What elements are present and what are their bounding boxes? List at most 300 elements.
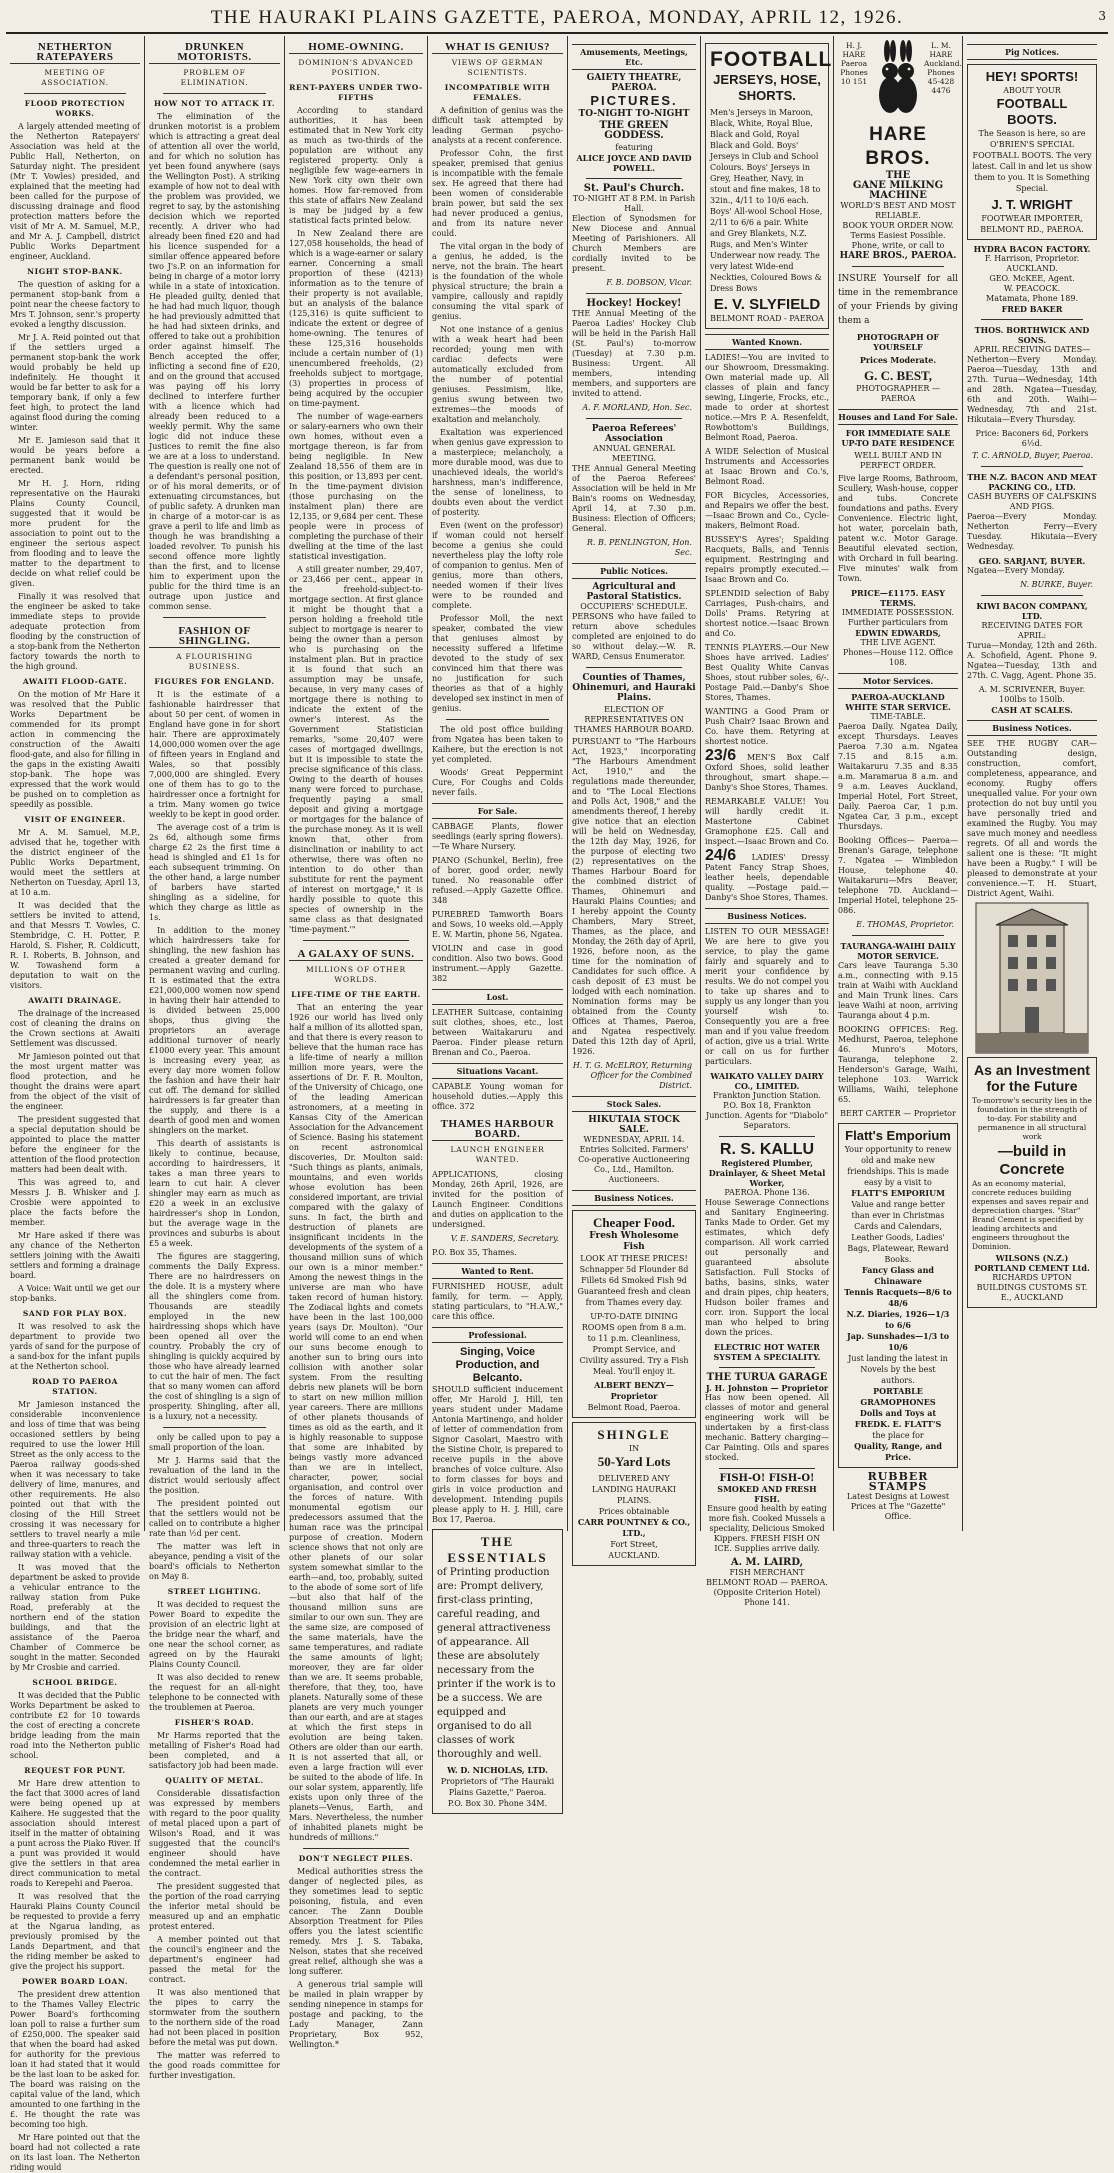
divider bbox=[719, 1367, 815, 1368]
hey-sports: HEY! SPORTS! bbox=[985, 69, 1079, 84]
paragraph: A still greater number, 29,407, or 23,466 per cent., appear in the freehold-subject-to-mortgage section. At first glance it might be thought that a person holding a freehold title subject to mortgage is nearer to being the owner than a person who is purchasing on the instalment plan. But in practice it is found that such an assumption may be unsafe, because, in very many cases of mortgage there is nothing to indicate the extent of the owner's interest. As the Government Statistician remarks, "some 20,407 were cases of mortgaged dwellings, but it is impossible to state the precise significance of this class. Owing to the dearth of houses many were forced to purchase, frequently paying a small deposit and giving a mortgage or mortgages for the balance of the purchase money. As it is well known that, other from disinclination or inability to act otherwise, there was often no intention to do other than substitute for rent the payment of interest on mortgage," it is hardly possible to quote this species of ownership in the same class as that designated 'time-payment.'" bbox=[289, 565, 423, 934]
statistics-subtitle: OCCUPIERS' SCHEDULE. bbox=[580, 602, 688, 611]
carr-name: CARR POUNTNEY & CO., LTD., bbox=[577, 1517, 691, 1538]
paragraph: It was decided that the settlers be invited to attend, and that Messrs T. Vowles, C. Stembridge, C. H. Potter, P. Harold, S. Fisher, R. Coldicutt, R. I. Roberts, B. Johnson, and W. Towashend form a deputation to wait on the visitors. bbox=[10, 901, 140, 990]
shingle-in: IN bbox=[628, 1444, 640, 1453]
classified-ad: FURNISHED HOUSE, adult family, for term. — Apply, stating particulars, to "H.A.W.," care this office. bbox=[432, 1282, 563, 1321]
divider bbox=[163, 93, 266, 94]
paragraph: Mr Jamieson instanced the considerable inconvenience and loss of time that was being occasioned settlers by being required to use the lower Hill Street as the only access to the Paeroa railway goods-shed when it was necessary to take delivery of lime, manures, and other requirements. He also pointed out that with the closing of the Hill Street crossing it was necessary for settlers to travel nearly a mile and three-quarters to reach the railway station with a vehicle. bbox=[10, 1400, 140, 1559]
fisho-text: Ensure good health by eating more fish. Cooked Mussels a speciality, Delicious Smoked Kippers. FRESH FISH ON ICE. Supplies arrive daily. bbox=[707, 1504, 827, 1553]
receiving-title: RECEIVING DATES FOR APRIL: bbox=[981, 621, 1083, 640]
column-pig-notices bbox=[963, 36, 1101, 1531]
flatt-emporium: FLATT'S EMPORIUM bbox=[851, 1188, 945, 1198]
carr-address-2: AUCKLAND. bbox=[608, 1551, 660, 1560]
paragraph: The matter was left in abeyance, pending a visit of the board's officials to Netherton on May 8. bbox=[149, 1542, 280, 1581]
column-hare-bros bbox=[834, 36, 963, 1531]
residence-text: Five large Rooms, Bathroom, Scullery, Wash-house, copper and tubs. Concrete foundations and paths. Every Convenience. Electric light, hot water, porcelain bath, patent w.c. Motor Garage. Beautiful elevated section, with Orchard in full bearing. Five minutes' walk from Town. bbox=[838, 474, 958, 583]
paragraph: Even (went on the professor) if woman could not herself become a genius she could nevertheless play the lofty role of companion to genius. Men of genius, more than others, needed women if their lives were to be rounded and complete. bbox=[432, 521, 563, 610]
football-title: FOOTBALL bbox=[710, 48, 833, 71]
article-headline: NETHERTON RATEPAYERS bbox=[10, 39, 140, 64]
hare-left-contact: H. J. HARE Paeroa Phones 10 151 bbox=[840, 41, 868, 86]
nz-bacon-title: THE N.Z. BACON AND MEAT PACKING CO., LTD. bbox=[967, 472, 1097, 492]
church-signature: F. B. DOBSON, Vicar. bbox=[606, 278, 692, 287]
build-in-concrete: —build in Concrete bbox=[997, 1143, 1067, 1178]
professional-text: SHOULD sufficient inducement offer, Mr Harold J. Hill, ten years student under Madame Antonia Martinengo, and holder of letter of commendation from Signor Casolari, Maestro with the Sistine Choir, is prepared to receive pupils in the above branches of voice culture. Also to form classes for boys and girls in voice production and development. Intending pupils please apply to H. J. Hill, care Box 17, Paeroa. bbox=[432, 1385, 563, 1524]
kallu-name: R. S. KALLU bbox=[719, 1141, 815, 1158]
classified-ad: REMARKABLE VALUE! You will hardly credit it. Mastertone Cabinet Gramophone £25. Call and inspect.—Isaac Brown and Co. bbox=[705, 797, 829, 846]
turua-proprietor: J. H. Johnston — Proprietor bbox=[705, 1383, 829, 1393]
football-boots: FOOTBALL BOOTS. bbox=[996, 96, 1068, 127]
paragraph: Mr Hare pointed out that the board had not collected a rate on its last loan. The Netherton riding would bbox=[10, 2133, 140, 2172]
laird-name: A. M. LAIRD, bbox=[730, 1557, 804, 1568]
hot-water: ELECTRIC HOT WATER SYSTEM A SPECIALITY. bbox=[713, 1342, 821, 1362]
fancy-glass: Fancy Glass and Chinaware bbox=[862, 1265, 934, 1286]
laird-address: BELMONT ROAD — PAEROA. (Opposite Criterion Hotel) Phone 141. bbox=[706, 1578, 828, 1607]
burke-buyer: N. BURKE, Buyer. bbox=[1020, 580, 1093, 589]
paragraph: The old post office building from Ngatea has been taken to Kaihere, but the erection is not yet completed. bbox=[432, 725, 563, 764]
tauranga-text: Cars leave Tauranga 5.30 a.m., connecting with 9.15 train at Waihi with Auckland and Main Trunk lines. Cars leave Waihi at noon, arriving Tauranga about 4 p.m. bbox=[838, 961, 958, 1020]
hockey-title: Hockey! Hockey! bbox=[586, 298, 682, 309]
divider bbox=[446, 719, 549, 720]
slyfield-address: BELMONT ROAD - PAEROA bbox=[710, 314, 824, 323]
ngatea-day: Ngatea—Every Monday. bbox=[967, 566, 1065, 575]
columns bbox=[6, 36, 1108, 2172]
best-subtitle: PHOTOGRAPHER — PAEROA bbox=[856, 384, 940, 403]
paragraph: Professor Cohn, the first speaker, premised that genius is incompatible with the female sex. He agreed that there had been women of considerable brain power, but said the sex had never produced a genius, and from its nature never could. bbox=[432, 149, 563, 238]
essentials-box: P.O. Box 30. Phone 34M. bbox=[447, 1799, 548, 1808]
classified-heading: Lost. bbox=[432, 989, 563, 1005]
flatt-name: FREDK. E. FLATT'S bbox=[854, 1419, 942, 1429]
flatt-ad bbox=[838, 1123, 958, 1468]
classified-ad: WANTING a Good Pram or Push Chair? Isaac Brown and Co. have them. Retyring at shortest notice. bbox=[705, 707, 829, 746]
prices-moderate: Prices Moderate. bbox=[859, 355, 937, 365]
jerseys-text: Men's Jerseys in Maroon, Black, White, Royal Blue, Black and Gold, Royal Black and Gold. Boys' Jerseys in Club and School Colours. Boys' Jerseys in Grey, Heather, Navy, in stout and fine makes, 18 to 32in., 4/11 to 10/6 each. Boys' All-wool School Hose, 2/11 to 6/6 a pair. White and Grey Blankets, N.Z. Rugs, and Men's Winter Underwear now ready. The very latest Wide-end Neckties, Coloured Bows & Dress Bows bbox=[710, 108, 823, 293]
election-text: PURSUANT to "The Harbours Act, 1923," incorporating "The Harbours Amendment Act, 1910," and the regulations made thereunder, and to "The Local Elections and Polls Act, 1908," and the amendments thereof, I hereby give notice that an election will be held on Wednesday, the 12th day May, 1926, for the purpose of electing two (2) representatives on the Thames Harbour Board for the combined district of Thames, Ohinemuri and Hauraki Plains Counties; and I hereby appoint the County Chambers, Mary Street, Thames, as the place, and Monday, the 26th day of April, 1926, before noon, as the time for the nomination of Candidates for such office. A cash deposit of £3 must be lodged with each nomination. Nomination forms may be obtained from the County Offices at Thames, Paeroa, and Ngatea respectively. Dated this 12th day of April, 1926. bbox=[572, 737, 696, 1056]
divider bbox=[981, 319, 1083, 320]
divider bbox=[586, 418, 682, 419]
possession: IMMEDIATE POSSESSION. bbox=[841, 608, 955, 617]
statistics-title: Agricultural and Pastoral Statistics. bbox=[586, 582, 682, 602]
edwards-name: EDWIN EDWARDS, bbox=[855, 628, 941, 638]
divider bbox=[981, 595, 1083, 596]
stock-date: WEDNESDAY, APRIL 14. bbox=[583, 1135, 685, 1144]
paragraph: The question of asking for a permanent stop-bank from a point near the cheese factory to Mrs T. Johnson, senr.'s property evoked a lengthy discussion. bbox=[10, 280, 140, 329]
divider bbox=[303, 1848, 409, 1849]
wright-name: J. T. WRIGHT bbox=[991, 197, 1073, 212]
booking-text: Booking Offices— Paeroa—Brenan's Garage, telephone 7. Ngatea — Wimbledon House, telephone 40. Waitakaruru—Mrs Beaver, telephone 7D. Auckland—Imperial Hotel, telephone 25-086. bbox=[838, 836, 958, 915]
article-headline: HOME-OWNING. bbox=[289, 39, 423, 54]
section-heading: POWER BOARD LOAN. bbox=[21, 1977, 129, 1986]
richards-address: RICHARDS UPTON BUILDINGS CUSTOMS ST. E., AUCKLAND bbox=[976, 1273, 1088, 1302]
article-subhead: A FLOURISHING BUSINESS. bbox=[176, 652, 253, 671]
rubber-text: Latest Designs at Lowest Prices at The "Gazette" Office. bbox=[846, 1492, 950, 1521]
timetable-text: Paeroa Daily. Ngatea Daily, except Thursdays. Leaves Paeroa 7.30 a.m. Ngatea 7.15 and 8.15 a.m. Waitakaruru 7.35 and 8.35 a.m. Maramarua 8 a.m. and 9 a.m. Leaves Auckland, Imperial Hotel, Fort Street, Daily. Paeroa Car, 1 p.m. Ngatea Car, 3 p.m., except Thursdays. bbox=[838, 722, 958, 831]
stock-title: HIKUTAIA STOCK SALE. bbox=[588, 1115, 680, 1135]
section-heading: LIFE-TIME OF THE EARTH. bbox=[291, 990, 421, 999]
fish-text: Guaranteed fresh and clean from Thames every day. bbox=[577, 1287, 691, 1307]
shingle-ad bbox=[572, 1422, 696, 1566]
paragraph: Professor Moll, the next speaker, combated the view that geniuses almost by necessity suffered a lifetime devoted to the study of sex convinced him that there was no justification for such theories as that of a highly developed sex instinct in men of genius. bbox=[432, 614, 563, 713]
hare-header bbox=[838, 41, 962, 119]
classified-heading: Public Notices. bbox=[572, 563, 696, 579]
classified-heading: Pig Notices. bbox=[967, 44, 1097, 60]
tauranga-title: TAURANGA-WAIHI DAILY MOTOR SERVICE. bbox=[840, 941, 956, 961]
article-headline: A GALAXY OF SUNS. bbox=[289, 946, 423, 961]
paragraph: Mr J. A. Reid pointed out that if the settlers urged a permanent stop-bank the work would probably be held up indefinitely. He thought it would be far better to ask for a temporary bank, if only a few feet high, to protect the land against flood during the coming winter. bbox=[10, 333, 140, 432]
paragraph: A Voice: Wait until we get our stop-banks. bbox=[10, 1284, 140, 1303]
booking-2-text: BOOKING OFFICES: Reg. Medhurst, Paeroa, telephone 46. Munro's Motors, Tauranga, telephone 2. Henderson's Garage, Waihi, telephone 103. Warrick Williams, Waihi, telephone 65. bbox=[838, 1025, 958, 1104]
gane-text: BOOK YOUR ORDER NOW. Terms Easiest Possible. Phone, write, or call to bbox=[842, 221, 954, 250]
section-heading: FIGURES FOR ENGLAND. bbox=[154, 677, 275, 686]
referees-text: THE Annual General Meeting of the Paeroa Referees' Association will be held in Mr Bain's rooms on Wednesday, April 14, at 7.30 p.m. Business: Election of Officers; General. bbox=[572, 464, 696, 533]
classified-ad: TENNIS PLAYERS.—Our New Shoes have arrived. Ladies' Best Quality White Canvas Shoes, stout rubber soles, 6/-. Postage Paid.—Danby's Shoe Stores, Thames. bbox=[705, 643, 829, 702]
pig-weights: 100lbs to 150lb. bbox=[999, 695, 1065, 704]
church-title: St. Paul's Church. bbox=[583, 183, 685, 194]
laird-subtitle: FISH MERCHANT bbox=[729, 1568, 805, 1577]
april-dates-title: APRIL RECEIVING DATES— bbox=[973, 345, 1091, 354]
paragraph: The president pointed out that the settlers would not be called on to contribute a higher rate than ½d per cent. bbox=[149, 1499, 280, 1538]
portable-gramophones: PORTABLE GRAMOPHONES bbox=[860, 1386, 936, 1407]
slyfield-name: E. V. SLYFIELD bbox=[713, 296, 821, 313]
classified-ad: LEATHER Suitcase, containing suit clothes, shoes, etc., lost between Waitakaruru and Paeroa. Finder please return Brenan and Co., Paeroa. bbox=[432, 1008, 563, 1057]
referees-signature: R. B. PENLINGTON, Hon. Sec. bbox=[586, 538, 692, 557]
pig-price: Price: Baconers 6d, Porkers 6½d. bbox=[975, 429, 1089, 448]
hydra-title: HYDRA BACON FACTORY. bbox=[973, 244, 1091, 254]
gaiety-title: GAIETY THEATRE, PAEROA. bbox=[586, 73, 682, 93]
notice-signature: V. E. SANDERS, Secretary. bbox=[450, 1234, 559, 1243]
classified-heading: Wanted Known. bbox=[705, 334, 829, 350]
section-heading: NIGHT STOP-BANK. bbox=[27, 267, 123, 276]
paragraph: According to standard authorities, it has been estimated that in New York city as much as two-thirds of the population are without any registered property. Only a negligible few wage-earners in New York city own their own homes. How far-removed from this state of affairs New Zealand is may be judged by a few statistical facts printed below. bbox=[289, 106, 423, 225]
rugby-car-text: SEE THE RUGBY CAR—Outstanding design, construction, comfort, completeness, appearance, and economy. Rugby offers unequalled value. For your own protection do not buy until you have personally tried and examined the Rugby. You may save much money and needless regrets. Of all and words the salient one is these: "It might have been a Rugby." I will be pleased to demonstrate at your convenience.—T. H. Stuart, District Agent, Waihi. bbox=[967, 739, 1097, 898]
shingle-title: SHINGLE bbox=[597, 1427, 671, 1442]
slyfield-ad bbox=[705, 43, 833, 329]
waikato-name: WAIKATO VALLEY DAIRY CO., LIMITED. bbox=[710, 1071, 824, 1091]
classified-heading: Motor Services. bbox=[838, 673, 958, 689]
wright-subtitle: FOOTWEAR IMPORTER, BELMONT RD., PAEROA. bbox=[980, 214, 1084, 234]
fish-title: Fresh Wholesome Fish bbox=[589, 1231, 679, 1252]
section-heading: FISHER'S ROAD. bbox=[174, 1718, 255, 1727]
paragraph: The average cost of a trim is 2s 6d, although some firms charge £2 2s the first time a head is shingled and £1 1s for each subsequent trimming. On the other hand, a large number of barbers have started shingling as a sideline, for which they charge as little as 1s. bbox=[149, 823, 280, 922]
paragraph: The vital organ in the body of a genius, he added, is the nerve, not the brain. The heart is the foundation of the whole physical structure; the brain a vampire, callously and rapidly consuming the vital spark of genius. bbox=[432, 242, 563, 321]
paragraph: The president drew attention to the Thames Valley Electric Power Board's forthcoming loan poll to raise a further sum of £250,000. The speaker said that when the board had asked for authority for the previous loan it had stated that it would be the last loan to be asked for. The board was raising on the capital value of the land, which amounted to one farthing in the £. He thought the rate was becoming too high. bbox=[10, 1990, 140, 2129]
paragraph: Mr Jamieson pointed out that the most urgent matter was flood protection, and he thought the drains were apart from the object of the visit of the engineer. bbox=[10, 1052, 140, 1111]
divider bbox=[719, 1468, 815, 1469]
dolls-toys: Dolls and Toys at bbox=[859, 1408, 937, 1418]
jerseys-title: JERSEYS, HOSE, SHORTS. bbox=[713, 72, 821, 103]
kallu-address: PAEROA. Phone 136. bbox=[724, 1188, 810, 1197]
classified-heading: Professional. bbox=[432, 1327, 563, 1343]
benzy-address: Belmont Road, Paeroa. bbox=[587, 1403, 681, 1412]
column-genius bbox=[428, 36, 568, 1808]
shoe-ad bbox=[705, 847, 829, 903]
shingle-lots: 50-Yard Lots bbox=[597, 1454, 671, 1469]
turua-title: THE TURUA GARAGE bbox=[706, 1372, 828, 1383]
divider bbox=[303, 940, 409, 941]
church-text: Election of Synodsmen for New Diocese and Annual Meeting of Parishioners. All Church Members are cordially invited to be present. bbox=[572, 214, 696, 273]
counties-title: Counties of Thames, Ohinemuri, and Hauraki Plains. bbox=[572, 673, 696, 703]
best-name: G. C. BEST, bbox=[863, 368, 933, 383]
paragraph: A member pointed out that the council's engineer and the department's engineer had passed the metal for the contract. bbox=[149, 1935, 280, 1984]
paragraph: Mr J. Harms said that the revaluation of the land in the district would seriously affect the position. bbox=[149, 1456, 280, 1495]
paragraph: It was resolved to ask the department to provide two yards of sand for the purpose of a sand-box for the infant pupils at the Netherton school. bbox=[10, 1322, 140, 1371]
paragraph: Mr E. Jamieson said that it would be years before a permanent bank would be erected. bbox=[10, 436, 140, 475]
divider bbox=[586, 178, 682, 179]
paragraph: It was moved that the department be asked to provide a vehicular entrance to the railway station from Puke Road, preferably at the northern end of the station buildings, and that the assistance of the Paeroa Chamber of Commerce be sought in the matter. Seconded by Mr Crosbie and carried. bbox=[10, 1563, 140, 1672]
about-your: ABOUT YOUR bbox=[1003, 86, 1061, 95]
section-heading: INCOMPATIBLE WITH FEMALES. bbox=[444, 83, 551, 102]
wilsons-name: WILSONS (N.Z.) PORTLAND CEMENT Ltd. bbox=[974, 1253, 1090, 1273]
church-time: TO-NIGHT AT 8 P.M. in Parish Hall. bbox=[572, 194, 696, 213]
section-heading: SAND FOR PLAY BOX. bbox=[22, 1309, 128, 1318]
classified-ad: FOR Bicycles, Accessories, and Repairs we offer the best.—Isaac Brown and Co., Cycle-makers, Belmont Road. bbox=[705, 491, 829, 530]
election-signature: H. T. G. McELROY, Returning Officer for the Combined District. bbox=[572, 1061, 692, 1090]
shoe-ad bbox=[705, 747, 829, 793]
sarjant-buyer: GEO. SARJANT, BUYER. bbox=[978, 556, 1086, 566]
classified-heading: Amusements, Meetings, Etc. bbox=[572, 44, 696, 70]
frankton-text: Frankton Junction Station. P.O. Box 18, Frankton Junction. Agents for "Diabolo" Separators. bbox=[705, 1091, 829, 1130]
section-heading: DON'T NEGLECT PILES. bbox=[298, 1854, 414, 1863]
election-subtitle: ELECTION OF REPRESENTATIVES ON THAMES HARBOUR BOARD. bbox=[574, 705, 694, 734]
section-heading: STREET LIGHTING. bbox=[167, 1587, 262, 1596]
paragraph: The drainage of the increased cost of cleaning the drains on the Crown sections at Awaiti Settlement was discussed. bbox=[10, 1009, 140, 1048]
pictures-title: PICTURES. bbox=[590, 93, 678, 108]
paragraph: Considerable dissatisfaction was expressed by members with regard to the poor quality of metal placed upon a part of Wilson's Road, and it was suggested that the council's engineer should have condemned the metal earlier in the contract. bbox=[149, 1789, 280, 1878]
classified-ad: CABBAGE Plants, flower seedlings (early spring flowers).—Te Whare Nursery. bbox=[432, 822, 563, 851]
paragraph: only be called upon to pay a small proportion of the loan. bbox=[149, 1433, 280, 1452]
paragraph: Not one instance of a genius with a weak heart had been recorded; young men with cardiac defects were automatically excluded from the number of potential geniuses. Pessimism, like, genius swung between two extremes—the moods of exaltation and melancholy. bbox=[432, 325, 563, 424]
matamata-phone: Matamata, Phone 189. bbox=[986, 294, 1078, 303]
masthead-title: THE HAURAKI PLAINS GAZETTE, PAEROA, MONDAY, APRIL 12, 1926. bbox=[210, 7, 904, 28]
white-star-title: PAEROA-AUCKLAND WHITE STAR SERVICE. bbox=[845, 692, 951, 712]
timetable-label: TIME-TABLE. bbox=[870, 712, 926, 721]
investment-title: As an Investment for the Future bbox=[974, 1062, 1090, 1094]
referees-title: Paeroa Referees' Association bbox=[591, 424, 677, 444]
paragraph: Mr H. J. Horn, riding representative on the Hauraki Plains County Council, suggested that it would be more prudent for the association to point out to the engineer the serious aspect from flooding and to leave the matter to the department to decide on what relief could be given. bbox=[10, 479, 140, 588]
paragraph: The president suggested that the portion of the road carrying the inferior metal should be measured up and an emphatic protest entered. bbox=[149, 1882, 280, 1931]
kallu-text: House Sewerage Connections and Sanitary Engineering. Tanks Made to Order. Get my estimates, which defy comparison. All work carried out personally and guaranteed absolute Satisfaction. Full Stocks of baths, basins, sinks, water and drain pipes, chip heaters, Hudson boiler frames and corr. iron. Support the local man who helped to bring down the prices. bbox=[705, 1198, 829, 1337]
column-netherton bbox=[6, 36, 145, 2172]
hydra-city: AUCKLAND. bbox=[1006, 264, 1058, 273]
gane-subtitle: WORLD'S BEST AND MOST RELIABLE. bbox=[840, 201, 956, 220]
column-drunken-motorists bbox=[145, 36, 285, 2080]
classified-heading: Houses and Land For Sale. bbox=[838, 409, 958, 425]
shoe-text: MEN'S Box Calf Oxford Shoes, solid leather throughout, smart shape.—Danby's Shoe Stores, Thames. bbox=[705, 753, 829, 792]
paragraph: This was agreed to, and Messrs J. B. Whisker and J. Crosbie were appointed to place the facts before the member. bbox=[10, 1178, 140, 1227]
statistics-text: PERSONS who have failed to return above schedules completed are enjoined to do so without delay.—W. R. WARD, Census Enumerator. bbox=[572, 612, 696, 661]
essentials-proprietors: Proprietors of "The Hauraki Plains Gazette," Paeroa. bbox=[440, 1777, 555, 1797]
residence-title: UP-TO DATE RESIDENCE bbox=[841, 438, 955, 448]
tennis-racquets: Tennis Racquets—8/6 to 48/6 bbox=[844, 1287, 952, 1308]
essentials-ad bbox=[432, 1529, 563, 1814]
nz-diaries: N.Z. Diaries, 1926—1/3 to 6/6 bbox=[846, 1309, 950, 1330]
classified-heading: Situations Vacant. bbox=[432, 1063, 563, 1079]
paragraph: A generous trial sample will be mailed in plain wrapper by sending ninepence in stamps for postage and packing, to the Lady Manager, Zann Proprietary, Box 952, Wellington.* bbox=[289, 1980, 423, 2049]
paragraph: Woods' Great Peppermint Cure, For Coughs and Colds never fails. bbox=[432, 768, 563, 797]
article-subhead: DOMINION'S ADVANCED POSITION. bbox=[298, 58, 414, 77]
paragraph: That an entering the year 1926 our world has lived only half a million of its allotted span, and that there is every reason to believe that the human race has a life-time of nearly a million million more years, were the assertions of Dr. F. R. Moulton, of the University of Chicago, one of the leading American astronomers, at a meeting in Kansas City of the American Association for the Advancement of Science. Basing his statement on recent astronomical discoveries, Dr. Moulton said: "Such things as plants, animals, mountains, and even worlds whose evolution has been considered important, are trivial compared with the galaxy of suns. In fact, the birth and destruction of planets are insignificant incidents in the developments of the system of a thousand million suns of which our own is a minor member." Among the newest things in the universe are man who have taken record of human history. The Zodiacal lights and comets have been in the last 100,000 years (says Dr. Moulton). "Our world will come to an end when our suns become enough to another sun to bring ours into collision with another solar system. From the resulting debris new planets will be born to start on new million million year careers. There are millions of other planets thousands of times as old as the earth, and it is highly reasonable to suppose that some are inhabited by beings vastly more advanced than we are in intellect, character, power, social organisation, and control over the forces of nature. With monumental egotism our predecessors assumed that the human race was the principal purpose of creation. Modern science shows that not only are other planets of our solar system somewhat similar to the earth—and, too, probably, suited to the abode of some sort of life—but also that half of the thousand million suns are similar to our own sun. They are the same size, are composed of the same materials, have the same temperatures, and radiate the same amounts of light; moreover, they are far older than we are. It seems probable, therefore, that they, too, have planets. Naturally some of these planets are very much younger than our earth, and are at stages at which the first steps in evolution are being taken. Others are older than our earth. It is not asserted that all, or even a large fraction will ever be suited to the abode of life. In our solar system, apparently, life exists upon only three of the planets—Venus, Earth, and Mars. Nevertheless, the number of inhabited planets might be hundreds of millions." bbox=[289, 1003, 423, 1842]
paragraph: In addition to the money which hairdressers take for shingling, the new fashion has created a greater demand for permanent waving and curling. It is estimated that the extra £21,000,000 women now spend in having their hair attended to is divided between 25,000 shops, thus giving the proprietors an average additional turnover of nearly £1000 every year. This amount is increasing every year, as every day more women follow the fashion and have their hair cut off. The demand for skilled hairdressers is far greater than the supply, and there is a dearth of good men and women shinglers on the market. bbox=[149, 926, 280, 1135]
paragraph: Mr Hare drew attention to the fact that 3000 acres of land were being opened up at Kaihere. He suggested that the association should interest itself in the matter of obtaining a punt across the Piako River. If a punt was provided it would give the settlers in that area direct communication to metal roads to Kerepehi and Paeroa. bbox=[10, 1779, 140, 1888]
classified-heading: Business Notices. bbox=[705, 908, 829, 924]
notice-subhead: LAUNCH ENGINEER WANTED. bbox=[450, 1145, 545, 1164]
paragraph: In New Zealand there are 127,058 households, the head of which is a wage-earner or salary earner. Concerning a small proportion of these (4213) information as to the tenure of their property is not available, but an analysis of the balance (125,316) is quite sufficient to indicate the extent or degree of home-owning. The tenures of these 125,316 households include a certain number of (1) unencumbered freeholds, (2) freeholds subject to mortgage, (3) properties in process of being acquired by the occupier on time-payment. bbox=[289, 229, 423, 408]
edwards-phones: Phones—House 112. Office 108. bbox=[842, 648, 954, 667]
article-headline: FASHION OF SHINGLING. bbox=[149, 623, 280, 648]
smoked-title: SMOKED AND FRESH FISH. bbox=[717, 1484, 817, 1504]
rabbits-icon bbox=[870, 41, 924, 119]
carter-proprietor: BERT CARTER — Proprietor bbox=[840, 1109, 956, 1118]
paragraph: Medical authorities stress the danger of neglected piles, as they sometimes lead to septic poisoning, fistula, and even cancer. The Zann Double Absorption Treatment for Piles offers you the latest scientific remedy. Mrs J. S. Tabaka, Nelson, states that she received great relief, although she was a long sufferer. bbox=[289, 1867, 423, 1976]
flatt-text-2: Value and range better than ever in Christmas Cards and Calendars, Leather Goods, Ladies' Bags, Platewear, Reward Books. bbox=[847, 1200, 949, 1264]
flatt-place: the place for bbox=[872, 1431, 924, 1440]
classified-ad: CAPABLE Young woman for household duties.—Apply this office. 372 bbox=[432, 1082, 563, 1111]
paragraph: Finally it was resolved that the engineer be asked to take immediate steps to provide adequate protection from flooding by the construction of a stop-bank from the Netherton factory towards the north to the high ground. bbox=[10, 592, 140, 671]
thomas-signature: E. THOMAS, Proprietor. bbox=[856, 920, 954, 929]
section-heading: HOW NOT TO ATTACK IT. bbox=[153, 99, 276, 108]
hockey-text: THE Annual Meeting of the Paeroa Ladies' Hockey Club will be held in the Parish Hall (St. Paul's) to-morrow (Tuesday) at 7.30 p.m. Business: Urgent. All members, intending members, and supporters are invited to attend. bbox=[572, 309, 696, 398]
section-heading: QUALITY OF METAL. bbox=[165, 1776, 264, 1785]
shingle-text: DELIVERED ANY LANDING HAURAKI PLAINS. bbox=[591, 1474, 677, 1505]
cash-text: Paeroa—Every Monday. Netherton Ferry—Every Tuesday. Hikutaia—Every Wednesday. bbox=[967, 512, 1097, 551]
article-subhead: MEETING OF ASSOCIATION. bbox=[41, 68, 109, 87]
jap-sunshades: Jap. Sunshades—1/3 to 10/6 bbox=[846, 1331, 950, 1352]
professional-title: Singing, Voice Production, and Belcanto. bbox=[455, 1346, 540, 1384]
fish-subtitle: LOOK AT THESE PRICES! bbox=[580, 1254, 688, 1263]
benzy-name: ALBERT BENZY—Proprietor bbox=[594, 1380, 674, 1401]
referees-subtitle: ANNUAL GENERAL MEETING. bbox=[592, 444, 676, 463]
featuring-label: featuring bbox=[615, 143, 653, 152]
turua-text: Has now been opened. All classes of motor and general engineering work will be undertaken by a first-class mechanic. Battery charging—Car Painting. Oils and spares stocked. bbox=[705, 1393, 829, 1462]
notice-address: P.O. Box 35, Thames. bbox=[432, 1248, 517, 1257]
concrete-ad bbox=[967, 1057, 1097, 1308]
divider bbox=[852, 935, 944, 936]
section-heading: SCHOOL BRIDGE. bbox=[32, 1678, 118, 1687]
scrivener-buyer: A. M. SCRIVENER, Buyer. bbox=[978, 685, 1086, 694]
paragraph: It was decided to request the Power Board to expedite the provision of an electric light at the bridge near the wharf, and one near the school corner, as agreed on by the Hauraki Plains County Council. bbox=[149, 1600, 280, 1669]
well-built: WELL BUILT AND IN PERFECT ORDER. bbox=[854, 451, 942, 470]
column-football-ads bbox=[701, 36, 834, 1607]
paragraph: The elimination of the drunken motorist is a problem which is attracting a great deal of attention all over the world, and for which no solution has yet been found anywhere (says the Wellington Post). A striking example of how not to deal with the problem was provided, we regret to say, by the astonishing decision which we reported recently. A driver who had already been fined £20 and had his licence suspended for a similar offence appeared before two J's.P. on an information for being in charge of a motor lorry while in a state of intoxication. He pleaded guilty, denied that he had had much liquor, though he had previously admitted that he had had sixteen drinks, and offered to take out a prohibition order against himself. The Bench accepted the offer, inflicting a second fine of £20, and on the ground that accused was paying off his lorry declined to interfere further with a licence which had already been reduced to a weekly permit. Why the same logic did not induce these Justices to remit the fine also we are at a loss to understand. The question is really one not of a defendant's personal position, or of his moral demerits, or of extenuating circumstances, but of public safety. A drunken man in charge of a motor-car is as grave a peril to life and limb as though he was brandishing a loaded revolver. To punish his second offence more lightly than the first, and to license him to experiment upon the public for the third time is an outrage upon justice and common sense. bbox=[149, 112, 280, 611]
divider bbox=[852, 266, 944, 267]
hare-bros-title: HARE BROS. bbox=[865, 124, 931, 169]
fish-prices: Schnapper 5d Flounder 8d Fillets 6d Smoked Fish 9d bbox=[579, 1265, 689, 1285]
paragraph: Mr Hare asked if there was any chance of the Netherton settlers joining with the Awaiti settlers and forming a drainage board. bbox=[10, 1231, 140, 1280]
shoe-price: 24/6 bbox=[705, 847, 737, 864]
article-subhead: PROBLEM OF ELIMINATION. bbox=[180, 68, 249, 87]
paragraph: A largely attended meeting of the Netherton Ratepayers' Association was held at the Public Hall, Netherton, on Saturday night. The president (Mr T. Vowles) presided, and explained that the meeting had been called for the purpose of discussing drainage and flood protection matters before the visit of Mr A. M. Samuel, M.P., and Mr A. J. Campbell, district Public Works Department engineer, Auckland. bbox=[10, 122, 140, 261]
wright-ad bbox=[967, 64, 1097, 240]
section-heading: RENT-PAYERS UNDER TWO-FIFTHS bbox=[289, 83, 423, 102]
quality-range-price: Quality, Range, and Price. bbox=[854, 1441, 942, 1462]
peacock-name: W. PEACOCK. bbox=[1003, 284, 1061, 293]
paragraph: The matter was referred to the good roads committee for further investigation. bbox=[149, 2051, 280, 2080]
classified-heading: Business Notices. bbox=[967, 720, 1097, 736]
essentials-text: of Printing production are: Prompt delivery, first-class printing, careful reading, and general attractiveness of appearance. All these are absolutely necessary from the printer if the work is to be a success. We are equipped and organised to do all classes of work thoroughly and well. bbox=[437, 1567, 556, 1760]
paragraph: Exaltation was experienced when genius gave expression to a masterpiece; melancholy, a more durable mood, was due to unachieved ideals, the world's harshness, man's indifference, the sense of loneliness, to doubts even about the verdict of posterity. bbox=[432, 428, 563, 517]
cash-buyers: CASH BUYERS OF CALFSKINS AND PIGS. bbox=[967, 492, 1097, 511]
classified-heading: Stock Sales. bbox=[572, 1096, 696, 1112]
paragraph: The president suggested that a special deputation should be appointed to place the matter before the engineer for the attention of the flood protection matters had been dealt with. bbox=[10, 1115, 140, 1174]
masthead bbox=[6, 4, 1108, 34]
baker-name: FRED BAKER bbox=[1001, 304, 1063, 314]
hockey-signature: A. F. MORLAND, Hon. Sec. bbox=[582, 403, 692, 412]
shingle-prices: Prices obtainable bbox=[598, 1507, 670, 1516]
classified-ad: PUREBRED Tamworth Boars and Sows, 10 weeks old.—Apply E. W. Martin, phone 56, Ngatea. bbox=[432, 910, 563, 939]
kiwi-title: KIWI BACON COMPANY, LTD. bbox=[976, 601, 1088, 621]
hare-paeroa: HARE BROS., PAEROA. bbox=[839, 251, 957, 261]
paragraph: It was also mentioned that the pipes to carry the stormwater from the southern to the northern side of the road had not been placed in position before the metal was put down. bbox=[149, 1988, 280, 2047]
section-heading: REQUEST FOR PUNT. bbox=[24, 1766, 126, 1775]
classified-ad: BUSSEY'S Ayres'; Spalding Racquets, Balls, and Tennis equipment. Restringing and repairs promptly executed.—Isaac Brown and Co. bbox=[705, 535, 829, 584]
column-home-owning bbox=[285, 36, 428, 2049]
further-particulars: Further particulars from bbox=[847, 618, 949, 627]
boots-text: The Season is here, so are O'BRIEN'S SPECIAL FOOTBALL BOOTS. The very latest. Call in and let us show them to you. It is Something Special. bbox=[972, 129, 1092, 193]
stock-text: Entries Solicited. Farmers' Co-operative Auctioneering Co., Ltd., Hamilton. Auctioneers. bbox=[578, 1145, 690, 1184]
fisho-title: FISH-O! FISH-O! bbox=[719, 1473, 815, 1484]
dining-text: UP-TO-DATE DINING ROOMS open from 8 a.m. to 11 p.m. Cleanliness, Prompt Service, and Civility assured. Try a Fish Meal. You'll enjoy it. bbox=[579, 1312, 689, 1376]
photograph-title: PHOTOGRAPH OF YOURSELF bbox=[856, 332, 940, 352]
section-heading: VISIT OF ENGINEER. bbox=[24, 815, 126, 824]
mckee-agent: GEO. McKEE, Agent. bbox=[989, 274, 1075, 283]
paragraph: A definition of genius was the difficult task attempted by leading German psycho-analysts at a recent conference. bbox=[432, 106, 563, 145]
paragraph: It was resolved that the Hauraki Plains County Council be requested to provide a ferry at the Ngarua landing, as previously promised by the Lands Department, and that the riding member be asked to give the project his support. bbox=[10, 1892, 140, 1971]
divider bbox=[719, 1136, 815, 1137]
cash-at-scales: CASH AT SCALES. bbox=[991, 705, 1073, 715]
classified-heading: Business Notices. bbox=[572, 1190, 696, 1206]
notice-headline: THAMES HARBOUR BOARD. bbox=[432, 1116, 563, 1141]
article-headline: DRUNKEN MOTORISTS. bbox=[149, 39, 280, 64]
classified-ad: PIANO (Schunkel, Berlin), free of borer, good order, newly tuned. No reasonable offer refused.—Apply Gazette Office. 348 bbox=[432, 856, 563, 905]
borthwick-title: THOS. BORTHWICK AND SONS. bbox=[974, 325, 1090, 345]
classified-heading: Wanted to Rent. bbox=[432, 1263, 563, 1279]
essentials-title: THE ESSENTIALS bbox=[447, 1534, 548, 1565]
novels-text: Just landing the latest in Novels by the best authors. bbox=[848, 1354, 948, 1385]
kallu-subtitle: Registered Plumber, Drainlayer, & Sheet Metal Worker, bbox=[708, 1158, 826, 1188]
investment-text-2: As an economy material, concrete reduces building expenses and saves repair and depreciation charges. "Star" Brand Cement is specified by leading architects and engineers throughout the Dominion. bbox=[972, 1179, 1089, 1251]
section-heading: AWAITI DRAINAGE. bbox=[28, 996, 122, 1005]
column-amusements bbox=[568, 36, 701, 1560]
paragraph: The number of wage-earners or salary-earners who own their own homes, without even a mortgage thereon, is far from being negligible. In New Zealand 18,556 of them are in this position, or 13,893 per cent. In the time-payment division (those purchasing on the instalment plan) there are 12,135, or 9,684 per cent. These people were in process of completing the purchase of their dwelling at the time of the last statistical investigation. bbox=[289, 412, 423, 561]
shoe-price: 23/6 bbox=[705, 747, 737, 764]
divider bbox=[981, 466, 1083, 467]
divider bbox=[586, 293, 682, 294]
flatt-text: Your opportunity to renew old and make new friendships. This is made easy by a visit to bbox=[844, 1145, 952, 1187]
carr-address-1: Fort Street, bbox=[610, 1540, 658, 1549]
section-heading: ROAD TO PAEROA STATION. bbox=[31, 1377, 119, 1396]
section-heading: FLOOD PROTECTION WORKS. bbox=[24, 99, 126, 118]
receiving-text: Turua—Monday, 12th and 26th. A. Schofield, Agent. Phone 9. Ngatea—Tuesday, 13th and 27th. C. Vagg, Agent. Phone 35. bbox=[967, 641, 1097, 680]
paragraph: It was decided that the Public Works Department be asked to contribute £2 for 10 towards the cost of erecting a concrete bridge leading from the main road into the Netherton public school. bbox=[10, 1691, 140, 1760]
divider bbox=[163, 617, 266, 618]
classified-ad: LADIES!—You are invited to our Showroom, Dressmaking. Own material made up. All classes of plain and fancy sewing, Lingerie, Frocks, etc., made to order at shortest notice.—Mrs P. A. Resenfeldt, Rowbottom's Buildings, Belmont Road, Paeroa. bbox=[705, 353, 829, 442]
arnold-buyer: T. C. ARNOLD, Buyer, Paeroa. bbox=[972, 451, 1093, 460]
article-headline: WHAT IS GENIUS? bbox=[432, 39, 563, 54]
classified-heading: For Sale. bbox=[432, 803, 563, 819]
immediate-sale: FOR IMMEDIATE SALE bbox=[845, 428, 951, 438]
rubber-stamps: RUBBER STAMPS bbox=[867, 1470, 929, 1493]
listen-text: LISTEN TO OUR MESSAGE! We are here to give you service, to play the game fairly and squarely and to merit your confidence by results. We do not compel you to take up shares and to supply us any longer than you yourself wish to. Consequently you are a free man and if you value freedom of action, give us a trial. Write or call on us for further particulars. bbox=[705, 927, 829, 1066]
notice-text: APPLICATIONS, closing Monday, 26th April, 1926, are invited for the position of Launch Engineer. Conditions and duties on application to the undersigned. bbox=[432, 1170, 563, 1229]
tonight-label: TO-NIGHT TO-NIGHT bbox=[578, 109, 690, 119]
classified-ad: SPLENDID selection of Baby Carriages, Push-chairs, and Dolls' Prams. Retyring at shortest notice.—Isaac Brown and Co. bbox=[705, 589, 829, 638]
paragraph: On the motion of Mr Hare it was resolved that the Public Works Department be commended for its prompt action in commencing the construction of the Awaiti flood-gate, and also for filling in the gaps in the existing Awaiti stop-bank. The hope was expressed that the work would be pushed on to completion as speedily as possible. bbox=[10, 690, 140, 809]
shoe-text: LADIES' Dressy Patent Fancy Strap Shoes, leather heels, dependable quality. —Postage paid.—Danby's Shoe Stores, Thames. bbox=[705, 853, 829, 902]
paragraph: The figures are staggering, comments the Daily Express. There are no hairdressers on the dole. It is a mystery where all the shinglers come from. Thousands are steadily employed in the new hairdressing shops which have been opened all over the country. Probably the cry of shingling is quickly acquired by those who have already learned to cut the hair of men. The fact that so many women can afford the cost of shingling is a sign of prosperity. Shingling, after all, is a luxury, not a necessity. bbox=[149, 1252, 280, 1421]
live-agent: THE LIVE AGENT. bbox=[860, 638, 936, 647]
harrison-proprietor: F. Harrison, Proprietor. bbox=[984, 254, 1080, 263]
cheaper-food: Cheaper Food. bbox=[592, 1215, 676, 1230]
